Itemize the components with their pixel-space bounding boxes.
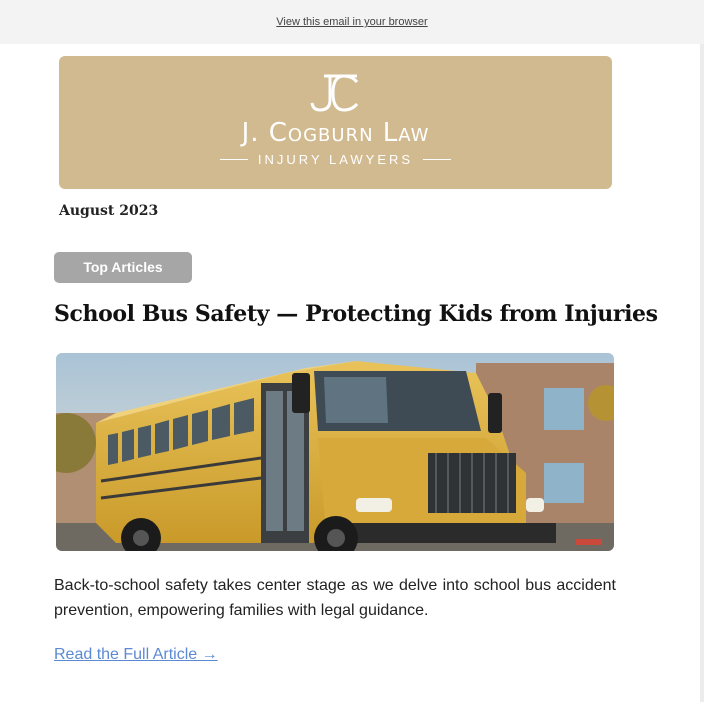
- article-summary: Back-to-school safety takes center stage as we delve into school bus accident prevention, empowering families with legal guidance.: [54, 577, 616, 619]
- view-in-browser-link[interactable]: View this email in your browser: [276, 16, 428, 28]
- issue-date: August 2023: [59, 203, 159, 219]
- section-badge: Top Articles: [54, 252, 192, 283]
- email-preheader: [0, 0, 704, 44]
- tagline-rule-right: [423, 159, 451, 161]
- page-edge: [700, 44, 704, 702]
- tagline-row: [59, 152, 612, 167]
- article-title[interactable]: School Bus Safety — Protecting Kids from Injuries: [54, 301, 658, 327]
- jc-monogram-logo: [310, 74, 360, 114]
- tagline: INJURY LAWYERS: [257, 152, 414, 167]
- article-hero-image[interactable]: [56, 353, 614, 551]
- tagline-rule-left: [220, 159, 248, 161]
- brand-banner: [59, 56, 612, 189]
- read-full-article-link[interactable]: Read the Full Article →: [54, 646, 218, 663]
- brand-name: J. Cogburn Law: [241, 118, 430, 148]
